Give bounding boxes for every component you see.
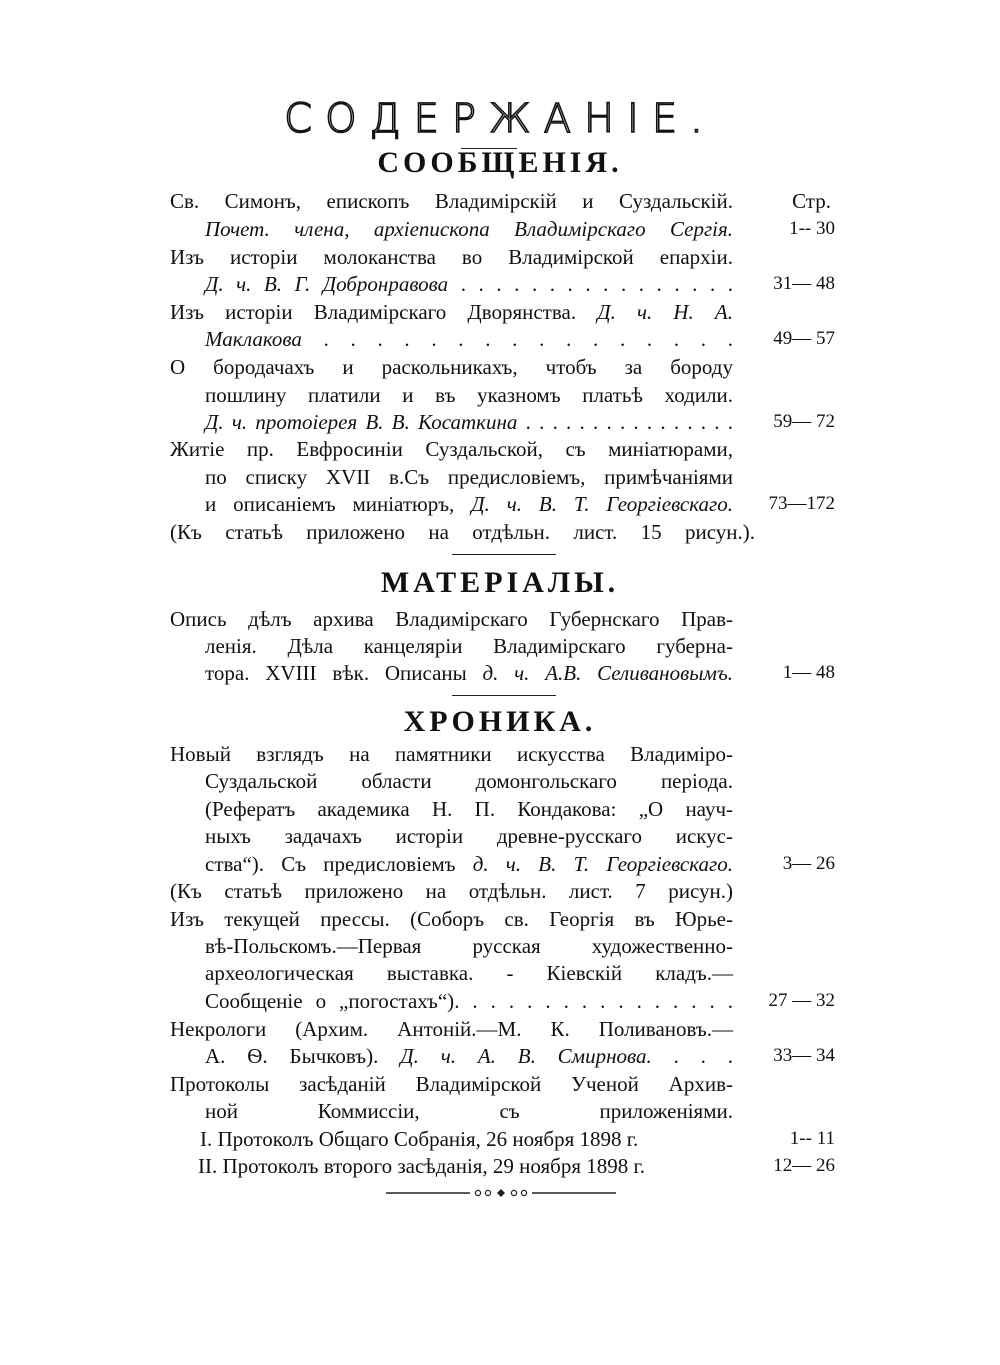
toc-line: пошлину платили и въ указномъ платьѣ ходили. (205, 383, 733, 407)
page-title: СОДЕРЖАНІЕ. (284, 96, 716, 142)
toc-line: Протоколы засѣданій Владимірской Ученой Архив- (170, 1072, 733, 1096)
toc-line: Суздальской области домонгольскаго періода. (205, 769, 733, 793)
toc-line: и описаніемъ миніатюръ, Д. ч. В. Т. Георгіевскаго. (205, 492, 733, 516)
toc-line: ныхъ задачахъ исторіи древне-русскаго искус- (205, 824, 733, 848)
page-range: 33— 34 (773, 1045, 835, 1066)
toc-line: Маклакова . . . . . . . . . . . . . . . . (205, 327, 734, 351)
toc-line: Опись дѣлъ архива Владимірскаго Губернскаго Прав- (170, 607, 733, 631)
toc-line: I. Протоколъ Общаго Собранія, 26 ноября 1898 г. (200, 1127, 639, 1151)
toc-line: ной Коммиссіи, съ приложеніями. (205, 1099, 733, 1123)
page-range: 73—172 (768, 493, 835, 514)
toc-line: (Къ статьѣ приложено на отдѣльн. лист. 7 рисун.) (170, 879, 733, 903)
toc-line: ленія. Дѣла канцеляріи Владимірскаго губерна- (205, 634, 733, 658)
section-rule (452, 695, 556, 696)
toc-line: Изъ исторіи молоканства во Владимірской епархіи. (170, 245, 733, 269)
toc-line: Почет. члена, архіепископа Владимірскаго Сергія. (205, 217, 733, 241)
toc-line: Изъ текущей прессы. (Соборъ св. Георгія въ Юрье- (170, 907, 733, 931)
toc-line: Д. ч. В. Г. Добронравова . . . . . . . . . . . . . . . . (205, 272, 734, 296)
section-heading-materials: МАТЕРІАЛЫ. (380, 566, 620, 599)
toc-line: ства“). Съ предисловіемъ д. ч. В. Т. Георгіевскаго. (205, 852, 733, 876)
page-range: 12— 26 (773, 1155, 835, 1176)
page-range: 1— 48 (782, 662, 835, 683)
end-ornament (386, 1186, 616, 1200)
toc-line: Сообщеніе о „погостахъ“). . . . . . . . . . . . . . . . (205, 989, 734, 1013)
toc-line: А. Ѳ. Бычковъ). Д. ч. А. В. Смирнова. . . . (205, 1044, 734, 1068)
page-column-header: Стр. (792, 189, 831, 213)
toc-line: Житіе пр. Евфросиніи Суздальской, съ миніатюрами, (170, 437, 733, 461)
page-range: 3— 26 (782, 853, 835, 874)
page-range: 31— 48 (773, 273, 835, 294)
toc-line: Некрологи (Архим. Антоній.—М. К. Поливановъ.— (170, 1017, 733, 1041)
toc-line: археологическая выставка. - Кіевскій кладъ.— (205, 961, 733, 985)
page-range: 49— 57 (773, 328, 835, 349)
toc-line: вѣ-Польскомъ.—Первая русская художественно- (205, 934, 733, 958)
toc-line: Изъ исторіи Владимірскаго Дворянства. Д. ч. Н. А. (170, 300, 733, 324)
section-heading-chronicle: ХРОНИКА. (403, 705, 597, 738)
toc-line: по списку XVII в.Съ предисловіемъ, примѣчаніями (205, 465, 733, 489)
toc-line: II. Протоколъ второго засѣданія, 29 ноября 1898 г. (198, 1154, 646, 1178)
toc-line: (Рефератъ академика Н. П. Кондакова: „О науч- (205, 797, 733, 821)
page-range: 27 — 32 (768, 990, 835, 1011)
toc-line: тора. XVIII вѣк. Описаны д. ч. А.В. Селивановымъ. (205, 661, 733, 685)
section-rule (452, 554, 556, 555)
page-range: 59— 72 (773, 411, 835, 432)
toc-line: (Къ статьѣ приложено на отдѣльн. лист. 15 рисун.). (170, 520, 755, 544)
toc-line: О бородачахъ и раскольникахъ, чтобъ за бороду (170, 355, 733, 379)
toc-line: Д. ч. протоіерея В. В. Косаткина . . . . . . . . . . . . . . . . (205, 410, 733, 434)
page-range: 1-- 11 (789, 1128, 835, 1149)
section-heading-communications: СООБЩЕНІЯ. (377, 146, 623, 179)
toc-line: Новый взглядъ на памятники искусства Владиміро- (170, 742, 733, 766)
page-range: 1-- 30 (789, 218, 835, 239)
toc-line: Св. Симонъ, епископъ Владимірскій и Суздальскій. (170, 189, 733, 213)
